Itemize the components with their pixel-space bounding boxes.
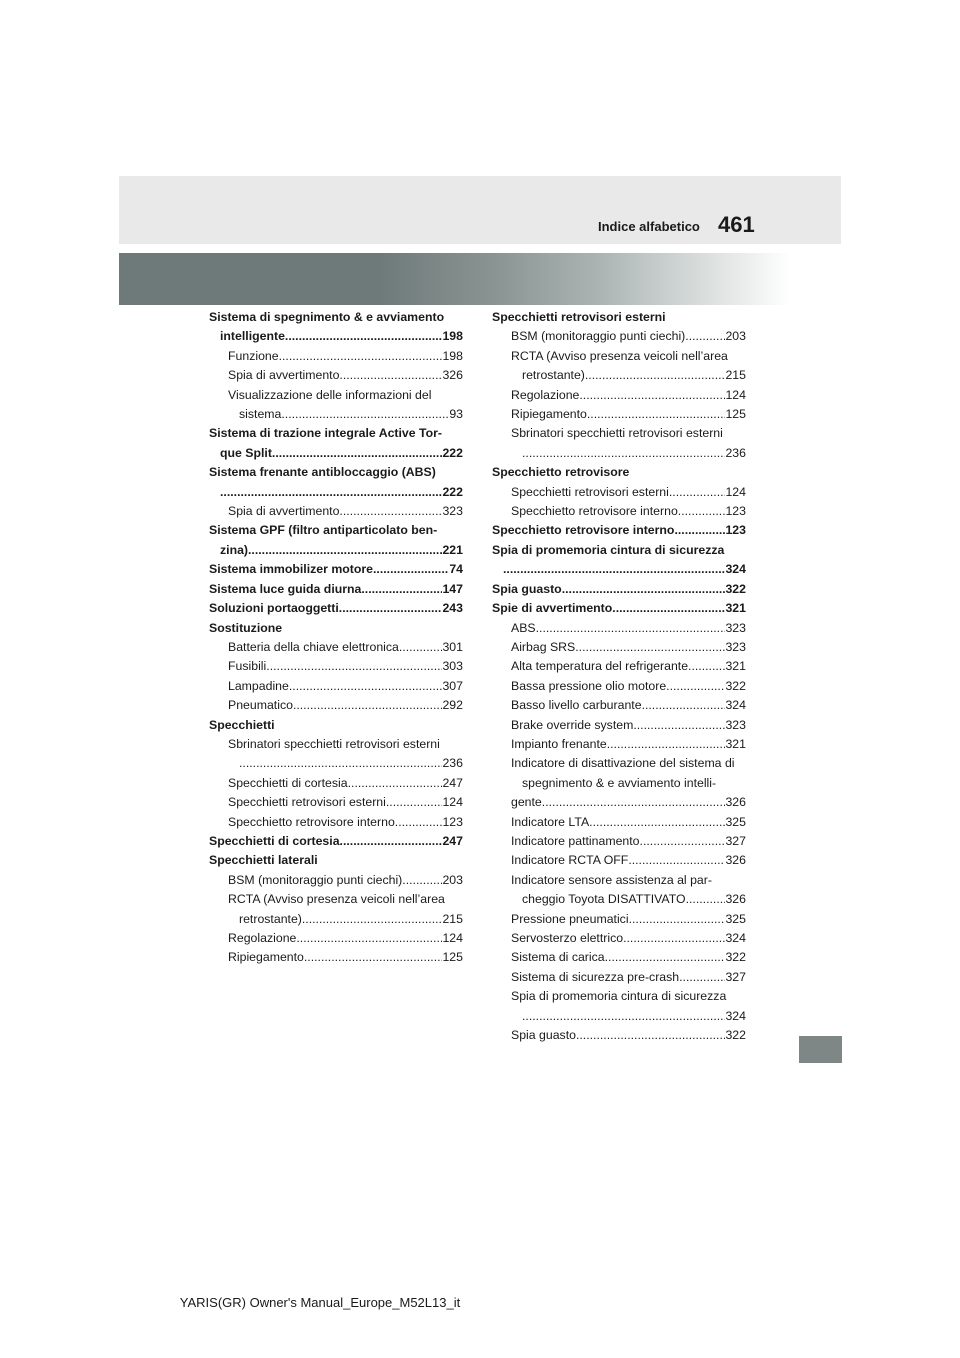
page-reference: 125: [442, 950, 463, 965]
index-subentry: [492, 657, 746, 676]
entry-text: BSM (monitoraggio punti ciechi): [511, 329, 686, 344]
index-entry: [209, 444, 463, 463]
dot-leader: [348, 774, 443, 793]
entry-text: Alta temperatura del refrigerante: [511, 659, 689, 674]
dot-leader: [361, 580, 442, 599]
entry-text: Fusibili: [228, 659, 267, 674]
dot-leader: [289, 677, 443, 696]
page-reference: 321: [725, 736, 746, 751]
entry-text: Pneumatico: [228, 698, 293, 713]
dot-leader: [340, 832, 443, 851]
index-subentry: [209, 929, 463, 948]
index-subentry: [492, 502, 746, 521]
dot-leader: [562, 580, 726, 599]
index-subentry: [209, 347, 463, 366]
index-column-left: [209, 308, 463, 968]
page-reference: 236: [442, 756, 463, 771]
page-reference: 124: [725, 387, 746, 402]
index-subentry: [209, 386, 463, 405]
page-reference: 93: [449, 407, 463, 422]
index-subentry: [209, 890, 463, 909]
index-subentry: [492, 347, 746, 366]
index-subentry: [209, 735, 463, 754]
index-entry: [492, 599, 746, 618]
entry-text: Funzione: [228, 348, 279, 363]
entry-text: Spia di avvertimento: [228, 368, 340, 383]
page-reference: 322: [725, 1028, 746, 1043]
page-reference: 323: [725, 717, 746, 732]
entry-text: Ripiegamento: [228, 950, 304, 965]
entry-text: Pressione pneumatici: [511, 911, 629, 926]
index-subentry: [209, 677, 463, 696]
dot-leader: [666, 677, 725, 696]
index-subentry: [492, 774, 746, 793]
entry-text: zina): [220, 542, 249, 557]
index-subentry: [492, 851, 746, 870]
page-reference: 222: [442, 445, 463, 460]
dot-leader: [220, 483, 442, 502]
entry-text: Specchietto retrovisore interno: [492, 523, 675, 538]
entry-text: Airbag SRS: [511, 639, 576, 654]
entry-text: Indicatore pattinamento: [511, 833, 640, 848]
index-entry: [209, 716, 463, 735]
index-entry: [209, 560, 463, 579]
entry-text: Indicatore sensore assistenza al par-: [511, 872, 712, 887]
header-gradient-bar: [119, 253, 841, 305]
dot-leader: [612, 599, 725, 618]
entry-text: Specchietti di cortesia: [228, 775, 348, 790]
dot-leader: [605, 948, 726, 967]
entry-text: Visualizzazione delle informazioni del: [228, 387, 432, 402]
page-reference: 322: [725, 581, 746, 596]
index-subentry: [492, 424, 746, 443]
dot-leader: [623, 929, 725, 948]
index-subentry: [209, 910, 463, 929]
page-reference: 292: [442, 698, 463, 713]
page-reference: 198: [442, 329, 463, 344]
page-reference: 203: [442, 872, 463, 887]
index-subentry: [492, 366, 746, 385]
entry-text: cheggio Toyota DISATTIVATO: [522, 892, 686, 907]
dot-leader: [542, 793, 726, 812]
entry-text: Sistema GPF (filtro antiparticolato ben-: [209, 523, 438, 538]
dot-leader: [373, 560, 449, 579]
entry-text: Basso livello carburante: [511, 698, 642, 713]
index-subentry: [492, 1007, 746, 1026]
dot-leader: [293, 696, 443, 715]
index-subentry: [209, 871, 463, 890]
index-entry: [209, 599, 463, 618]
page-reference: 236: [725, 445, 746, 460]
entry-text: gente: [511, 795, 542, 810]
index-subentry: [209, 948, 463, 967]
entry-text: Servosterzo elettrico: [511, 931, 624, 945]
page-number: 461: [718, 212, 755, 237]
index-subentry: [492, 327, 746, 346]
dot-leader: [239, 754, 442, 773]
page-reference: 123: [725, 523, 746, 538]
dot-leader: [674, 521, 725, 540]
index-subentry: [492, 638, 746, 657]
dot-leader: [628, 851, 725, 870]
dot-leader: [339, 366, 442, 385]
entry-text: Indicatore RCTA OFF: [511, 853, 629, 868]
page-reference: 203: [725, 329, 746, 344]
index-entry: [209, 541, 463, 560]
entry-text: Batteria della chiave elettronica: [228, 639, 399, 654]
entry-text: Regolazione: [511, 387, 580, 402]
index-entry: [492, 541, 746, 560]
entry-text: Sistema frenante antibloccaggio (ABS): [209, 465, 436, 480]
page-reference: 324: [725, 931, 746, 945]
dot-leader: [678, 502, 726, 521]
index-subentry: [209, 793, 463, 812]
index-entry: [209, 521, 463, 540]
index-subentry: [492, 444, 746, 463]
dot-leader: [640, 832, 726, 851]
index-entry: [209, 483, 463, 502]
entry-text: ABS: [511, 620, 536, 635]
dot-leader: [304, 948, 443, 967]
page-reference: 323: [725, 620, 746, 635]
index-entry: [492, 560, 746, 579]
index-entry: [492, 463, 746, 482]
entry-text: RCTA (Avviso presenza veicoli nell’area: [228, 892, 445, 907]
entry-text: Sistema luce guida diurna: [209, 581, 362, 596]
page-reference: 323: [725, 639, 746, 654]
dot-leader: [587, 405, 726, 424]
entry-text: Sistema di carica: [511, 950, 605, 965]
index-subentry: [492, 1026, 746, 1045]
dot-leader: [686, 890, 726, 909]
entry-text: Regolazione: [228, 931, 297, 945]
entry-text: Specchietti laterali: [209, 853, 318, 868]
page-reference: 247: [442, 833, 463, 848]
entry-text: Spia guasto: [492, 581, 562, 596]
dot-leader: [522, 1007, 725, 1026]
page-reference: 124: [725, 484, 746, 499]
dot-leader: [285, 327, 443, 346]
index-subentry: [492, 386, 746, 405]
page-reference: 324: [725, 1008, 746, 1023]
dot-leader: [585, 366, 726, 385]
index-entry: [209, 851, 463, 870]
index-subentry: [209, 754, 463, 773]
entry-text: Specchietti: [209, 717, 275, 732]
page-reference: 307: [442, 678, 463, 693]
index-subentry: [209, 366, 463, 385]
entry-text: Sistema di trazione integrale Active Tor-: [209, 426, 443, 441]
page-reference: 74: [449, 562, 463, 577]
dot-leader: [575, 638, 725, 657]
index-entry: [209, 327, 463, 346]
page-reference: 323: [442, 504, 463, 519]
index-entry: [492, 521, 746, 540]
index-subentry: [492, 890, 746, 909]
dot-leader: [589, 813, 725, 832]
dot-leader: [279, 347, 443, 366]
entry-text: spegnimento & e avviamento intelli-: [522, 775, 717, 790]
dot-leader: [386, 793, 443, 812]
page-reference: 324: [725, 698, 746, 713]
dot-leader: [302, 910, 443, 929]
page-reference: 215: [725, 368, 746, 383]
entry-text: Bassa pressione olio motore: [511, 678, 667, 693]
page-reference: 326: [725, 795, 746, 810]
dot-leader: [607, 735, 726, 754]
index-subentry: [492, 483, 746, 502]
page-reference: 322: [725, 950, 746, 965]
index-subentry: [209, 696, 463, 715]
page-reference: 123: [442, 814, 463, 829]
page-reference: 222: [442, 484, 463, 499]
entry-text: Specchietti retrovisori esterni: [492, 310, 666, 324]
index-entry: [492, 580, 746, 599]
page-reference: 327: [725, 969, 746, 984]
index-entry: [209, 580, 463, 599]
entry-text: Sbrinatori specchietti retrovisori esterni: [511, 426, 723, 441]
index-entry: [209, 832, 463, 851]
dot-leader: [633, 716, 725, 735]
page-reference: 221: [442, 542, 463, 557]
index-subentry: [209, 405, 463, 424]
index-entry: [209, 308, 463, 327]
index-subentry: [492, 813, 746, 832]
index-subentry: [209, 502, 463, 521]
dot-leader: [576, 1026, 726, 1045]
entry-text: Specchietto retrovisore interno: [228, 814, 395, 829]
entry-text: Specchietto retrovisore: [492, 465, 630, 480]
entry-text: Specchietto retrovisore interno: [511, 504, 678, 519]
dot-leader: [399, 638, 443, 657]
entry-text: que Split: [220, 445, 272, 460]
index-subentry: [492, 793, 746, 812]
index-subentry: [492, 754, 746, 773]
page-reference: 247: [442, 775, 463, 790]
dot-leader: [503, 560, 725, 579]
page-reference: 243: [442, 601, 463, 616]
dot-leader: [266, 657, 442, 676]
entry-text: Indicatore di disattivazione del sistema di: [511, 756, 735, 771]
index-subentry: [492, 987, 746, 1006]
entry-text: Specchietti retrovisori esterni: [228, 795, 386, 810]
index-subentry: [492, 619, 746, 638]
page-reference: 326: [442, 368, 463, 383]
index-entry: [492, 308, 746, 327]
entry-text: Specchietti retrovisori esterni: [511, 484, 669, 499]
entry-text: Ripiegamento: [511, 407, 587, 422]
entry-text: Sbrinatori specchietti retrovisori esterni: [228, 736, 440, 751]
index-subentry: [492, 929, 746, 948]
dot-leader: [579, 386, 725, 405]
entry-text: retrostante): [522, 368, 585, 383]
dot-leader: [642, 696, 726, 715]
dot-leader: [272, 444, 443, 463]
section-title: Indice alfabetico: [598, 219, 700, 234]
entry-text: RCTA (Avviso presenza veicoli nell’area: [511, 348, 728, 363]
entry-text: Sistema immobilizer motore: [209, 562, 374, 577]
index-subentry: [492, 405, 746, 424]
index-subentry: [492, 735, 746, 754]
page-reference: 322: [725, 678, 746, 693]
entry-text: Impianto frenante: [511, 736, 607, 751]
dot-leader: [679, 968, 725, 987]
entry-text: Spia di promemoria cintura di sicurezza: [511, 989, 727, 1004]
page-reference: 325: [725, 814, 746, 829]
page-reference: 327: [725, 833, 746, 848]
entry-text: Spia guasto: [511, 1028, 576, 1043]
entry-text: Soluzioni portaoggetti: [209, 601, 339, 616]
index-subentry: [492, 716, 746, 735]
entry-text: Spia di avvertimento: [228, 504, 340, 519]
index-subentry: [209, 638, 463, 657]
dot-leader: [536, 619, 726, 638]
page-reference: 324: [725, 562, 746, 577]
index-entry: [209, 463, 463, 482]
entry-text: Indicatore LTA: [511, 814, 590, 829]
dot-leader: [395, 813, 443, 832]
dot-leader: [296, 929, 442, 948]
page-reference: 147: [442, 581, 463, 596]
index-subentry: [492, 948, 746, 967]
footer-manual-id: YARIS(GR) Owner's Manual_Europe_M52L13_it: [179, 1295, 461, 1310]
index-subentry: [209, 813, 463, 832]
index-subentry: [492, 677, 746, 696]
dot-leader: [339, 502, 442, 521]
index-subentry: [492, 832, 746, 851]
page-reference: 326: [725, 853, 746, 868]
index-column-right: [492, 308, 746, 1045]
entry-text: sistema: [239, 407, 282, 422]
page-reference: 124: [442, 931, 463, 945]
entry-text: Specchietti di cortesia: [209, 833, 340, 848]
page-reference: 215: [442, 911, 463, 926]
index-entry: [209, 424, 463, 443]
page-reference: 303: [442, 659, 463, 674]
page-reference: 321: [725, 659, 746, 674]
dot-leader: [688, 657, 725, 676]
page-reference: 125: [725, 407, 746, 422]
index-subentry: [209, 657, 463, 676]
entry-text: Lampadine: [228, 678, 289, 693]
entry-text: BSM (monitoraggio punti ciechi): [228, 872, 403, 887]
entry-text: Sistema di sicurezza pre-crash: [511, 969, 680, 984]
entry-text: Sistema di spegnimento & e avviamento: [209, 310, 445, 324]
dot-leader: [339, 599, 443, 618]
index-subentry: [209, 774, 463, 793]
entry-text: Spie di avvertimento: [492, 601, 613, 616]
page-reference: 198: [442, 348, 463, 363]
index-subentry: [492, 910, 746, 929]
index-subentry: [492, 696, 746, 715]
entry-text: retrostante): [239, 911, 302, 926]
page-reference: 321: [725, 601, 746, 616]
section-tab-marker: [799, 1036, 842, 1063]
page-reference: 123: [725, 504, 746, 519]
dot-leader: [629, 910, 726, 929]
page-reference: 301: [442, 639, 463, 654]
dot-leader: [522, 444, 725, 463]
dot-leader: [248, 541, 442, 560]
page-reference: 124: [442, 795, 463, 810]
entry-text: Brake override system: [511, 717, 634, 732]
index-subentry: [492, 968, 746, 987]
entry-text: Sostituzione: [209, 620, 283, 635]
page-reference: 325: [725, 911, 746, 926]
dot-leader: [281, 405, 449, 424]
entry-text: intelligente: [220, 329, 285, 344]
page-reference: 326: [725, 892, 746, 907]
dot-leader: [685, 327, 725, 346]
dot-leader: [402, 871, 442, 890]
entry-text: Spia di promemoria cintura di sicurezza: [492, 542, 725, 557]
index-entry: [209, 619, 463, 638]
dot-leader: [669, 483, 726, 502]
index-subentry: [492, 871, 746, 890]
